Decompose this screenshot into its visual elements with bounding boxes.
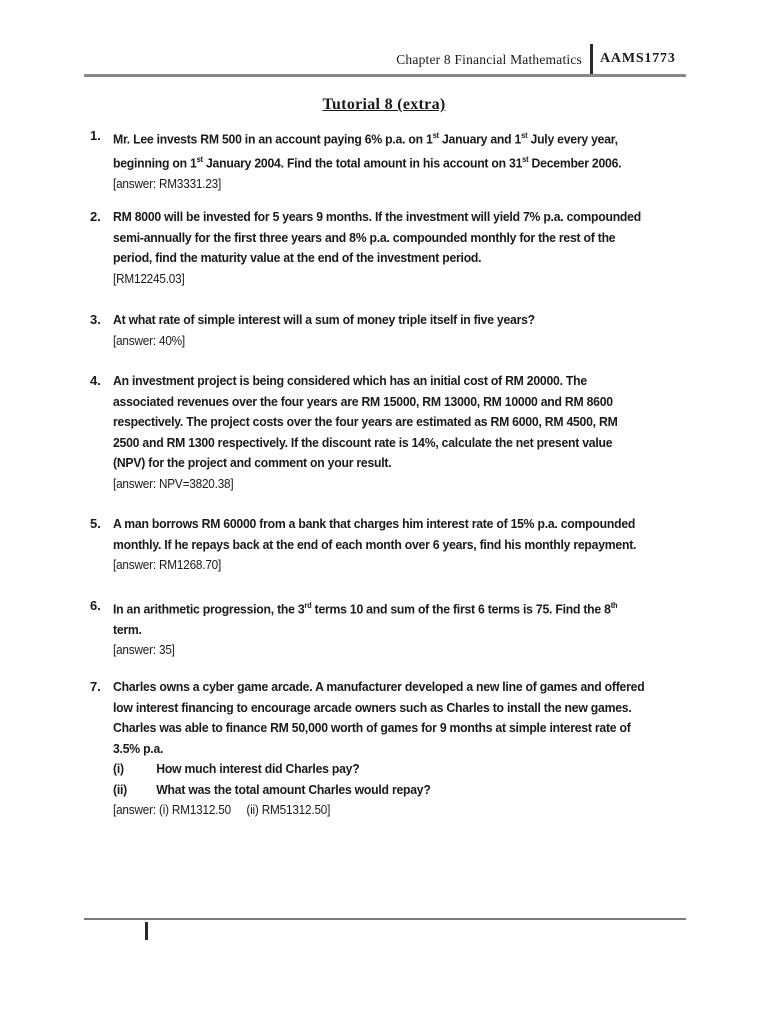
question-line: Mr. Lee invests RM 500 in an account paying 6% p.a. on 1st January and 1st July every year, bbox=[113, 131, 618, 147]
question-line: term. bbox=[113, 621, 142, 637]
question-number: 3. bbox=[90, 312, 101, 327]
question-line: semi-annually for the first three years and 8% p.a. compounded monthly for the rest of the bbox=[113, 229, 616, 245]
question-line: (NPV) for the project and comment on your result. bbox=[113, 455, 392, 470]
question-line: 2500 and RM 1300 respectively. If the discount rate is 14%, calculate the net present value bbox=[113, 434, 613, 450]
ordinal-suffix: st bbox=[521, 131, 528, 140]
question-number: 4. bbox=[90, 373, 101, 388]
answer-text: [answer: 40%] bbox=[113, 333, 186, 348]
question-number: 5. bbox=[90, 516, 101, 531]
course-code: AAMS1773 bbox=[600, 51, 676, 66]
question-number: 7. bbox=[90, 679, 101, 694]
answer-text: [answer: 35] bbox=[113, 643, 175, 658]
footer-rule bbox=[84, 918, 686, 920]
page-title: Tutorial 8 (extra) bbox=[322, 96, 446, 113]
sub-question bbox=[113, 759, 649, 780]
page-header bbox=[84, 44, 686, 76]
question-line: A man borrows RM 60000 from a bank that charges him interest rate of 15% p.a. compounded bbox=[113, 516, 636, 531]
question-line: low interest financing to encourage arcade owners such as Charles to install the new games. bbox=[113, 699, 632, 715]
question-body bbox=[113, 310, 649, 351]
header-divider bbox=[590, 44, 593, 76]
question-line: Charles owns a cyber game arcade. A manufacturer developed a new line of games and offered bbox=[113, 679, 645, 694]
ordinal-suffix: st bbox=[522, 154, 529, 164]
question-body bbox=[113, 677, 649, 821]
answer-text: [RM12245.03] bbox=[113, 271, 185, 286]
question-line: At what rate of simple interest will a sum of money triple itself in five years? bbox=[113, 312, 535, 327]
question-number: 1. bbox=[90, 128, 101, 143]
sub-question-text: What was the total amount Charles would repay? bbox=[156, 781, 431, 797]
ordinal-suffix: st bbox=[432, 131, 439, 140]
answer-text: [answer: RM3331.23] bbox=[113, 176, 222, 191]
question-line: An investment project is being considered which has an initial cost of RM 20000. The bbox=[113, 373, 587, 388]
question-body bbox=[113, 514, 649, 576]
sub-question-label: (ii) bbox=[113, 781, 127, 797]
ordinal-suffix: st bbox=[196, 154, 203, 164]
chapter-title: Chapter 8 Financial Mathematics bbox=[396, 52, 582, 67]
question-body bbox=[113, 126, 649, 194]
question-number: 2. bbox=[90, 209, 101, 224]
footer-divider bbox=[145, 922, 148, 940]
sub-question-text: How much interest did Charles pay? bbox=[156, 761, 360, 776]
answer-text: [answer: NPV=3820.38] bbox=[113, 476, 234, 491]
sub-question bbox=[113, 780, 649, 801]
question-line: associated revenues over the four years are RM 15000, RM 13000, RM 10000 and RM 8600 bbox=[113, 393, 613, 409]
ordinal-suffix: th bbox=[610, 601, 618, 610]
question-body bbox=[113, 596, 649, 661]
question-line: Charles was able to finance RM 50,000 worth of games for 9 months at simple interest rate of bbox=[113, 720, 631, 735]
question-body bbox=[113, 207, 649, 289]
answer-text: [answer: RM1268.70] bbox=[113, 558, 222, 572]
question-line: beginning on 1st January 2004. Find the total amount in his account on 31st December 2006. bbox=[113, 154, 622, 171]
question-line: 3.5% p.a. bbox=[113, 740, 164, 756]
sub-question-label: (i) bbox=[113, 761, 124, 776]
question-line: period, find the maturity value at the end of the investment period. bbox=[113, 250, 482, 265]
question-line: RM 8000 will be invested for 5 years 9 months. If the investment will yield 7% p.a. compounded bbox=[113, 209, 641, 224]
question-line: monthly. If he repays back at the end of each month over 6 years, find his monthly repayment. bbox=[113, 536, 637, 552]
answer-text: [answer: (i) RM1312.50 (ii) RM51312.50] bbox=[113, 803, 331, 817]
question-line: respectively. The project costs over the four years are estimated as RM 6000, RM 4500, RM bbox=[113, 414, 618, 429]
question-line: In an arithmetic progression, the 3rd terms 10 and sum of the first 6 terms is 75. Find the 8th bbox=[113, 601, 618, 617]
question-body bbox=[113, 371, 649, 494]
header-rule bbox=[84, 74, 686, 77]
question-number: 6. bbox=[90, 598, 101, 613]
ordinal-suffix: rd bbox=[304, 601, 312, 610]
